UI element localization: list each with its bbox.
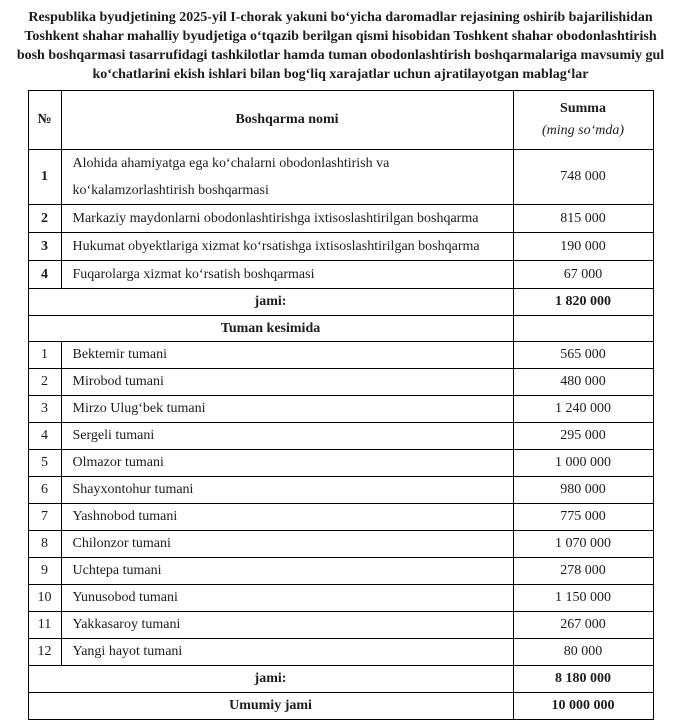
table-row: [28, 261, 653, 289]
total-label: jami:: [28, 289, 513, 316]
row-number: 5: [28, 450, 61, 477]
table-row: [28, 558, 653, 585]
row-number: 4: [28, 423, 61, 450]
row-number: 10: [28, 585, 61, 612]
table-row: [28, 233, 653, 261]
table-row: [28, 150, 653, 205]
row-name: Hukumat obyektlariga xizmat koʻrsatishga ixtisoslashtirilgan boshqarma: [61, 233, 513, 261]
total-sum: 8 180 000: [513, 666, 653, 693]
table-row: [28, 205, 653, 233]
table-row: [28, 531, 653, 558]
row-number: 6: [28, 477, 61, 504]
row-name: Mirzo Ulugʻbek tumani: [61, 396, 513, 423]
total-row: [28, 693, 653, 720]
row-number: 1: [28, 150, 61, 205]
row-sum: 67 000: [513, 261, 653, 289]
row-name: Yangi hayot tumani: [61, 639, 513, 666]
row-name: Yunusobod tumani: [61, 585, 513, 612]
row-sum: 480 000: [513, 369, 653, 396]
row-number: 4: [28, 261, 61, 289]
row-sum: 775 000: [513, 504, 653, 531]
row-sum: 1 070 000: [513, 531, 653, 558]
row-name: Chilonzor tumani: [61, 531, 513, 558]
total-sum: 10 000 000: [513, 693, 653, 720]
budget-table: [28, 90, 654, 720]
row-name: Bektemir tumani: [61, 342, 513, 369]
row-name: Uchtepa tumani: [61, 558, 513, 585]
table-row: [28, 369, 653, 396]
table-row: [28, 612, 653, 639]
row-name: Yakkasaroy tumani: [61, 612, 513, 639]
row-name: Fuqarolarga xizmat koʻrsatish boshqarmasi: [61, 261, 513, 289]
row-number: 3: [28, 233, 61, 261]
row-sum: 980 000: [513, 477, 653, 504]
header-number-column: №: [28, 91, 61, 150]
total-row: [28, 666, 653, 693]
row-sum: 267 000: [513, 612, 653, 639]
row-number: 11: [28, 612, 61, 639]
row-number: 2: [28, 369, 61, 396]
row-number: 7: [28, 504, 61, 531]
row-number: 9: [28, 558, 61, 585]
table-row: [28, 504, 653, 531]
table-row: [28, 423, 653, 450]
row-name: Yashnobod tumani: [61, 504, 513, 531]
row-sum: 1 240 000: [513, 396, 653, 423]
row-sum: 80 000: [513, 639, 653, 666]
header-sum-unit: (ming soʻmda): [541, 123, 625, 138]
row-name: Mirobod tumani: [61, 369, 513, 396]
row-number: 1: [28, 342, 61, 369]
table-row: [28, 396, 653, 423]
row-sum: 748 000: [513, 150, 653, 205]
table-row: [28, 342, 653, 369]
row-name: Markaziy maydonlarni obodonlashtirishga ixtisoslashtirilgan boshqarma: [61, 205, 513, 233]
document-title: Respublika byudjetining 2025-yil I-chorak yakuni boʻyicha daromadlar rejasining oshirib bajarilishidan Toshkent shahar mahalliy byudjetiga oʻtqazib berilgan qismi hisobidan Toshkent shahar obodonlashtirish bosh boshqarmasi tasarrufidagi tashkilotlar hamda tuman obodonlashtirish boshqarmalariga mavsumiy gul koʻchatlarini ekish ishlari bilan bogʻliq xarajatlar uchun ajratilayotgan mablagʻlar: [16, 10, 665, 82]
total-label: Umumiy jami: [28, 693, 513, 720]
row-sum: 1 150 000: [513, 585, 653, 612]
row-number: 2: [28, 205, 61, 233]
table-row: [28, 639, 653, 666]
table-row: [28, 450, 653, 477]
row-name: Alohida ahamiyatga ega koʻchalarni obodonlashtirish va koʻkalamzorlashtirish boshqarmasi: [61, 150, 513, 205]
row-number: 12: [28, 639, 61, 666]
header-sum-title: Summa: [560, 101, 606, 116]
row-sum: 190 000: [513, 233, 653, 261]
row-sum: 815 000: [513, 205, 653, 233]
section-empty-cell: [513, 316, 653, 342]
total-row: [28, 289, 653, 316]
header-sum-column: [513, 91, 653, 150]
row-sum: 1 000 000: [513, 450, 653, 477]
row-name: Olmazor tumani: [61, 450, 513, 477]
header-name-column: Boshqarma nomi: [61, 91, 513, 150]
table-header-row: [28, 91, 653, 150]
row-sum: 278 000: [513, 558, 653, 585]
row-sum: 565 000: [513, 342, 653, 369]
row-number: 3: [28, 396, 61, 423]
row-sum: 295 000: [513, 423, 653, 450]
table-row: [28, 585, 653, 612]
row-name: Sergeli tumani: [61, 423, 513, 450]
row-number: 8: [28, 531, 61, 558]
row-name: Shayxontohur tumani: [61, 477, 513, 504]
section-title: Tuman kesimida: [28, 316, 513, 342]
table-row: [28, 477, 653, 504]
section-header-row: [28, 316, 653, 342]
total-label: jami:: [28, 666, 513, 693]
total-sum: 1 820 000: [513, 289, 653, 316]
